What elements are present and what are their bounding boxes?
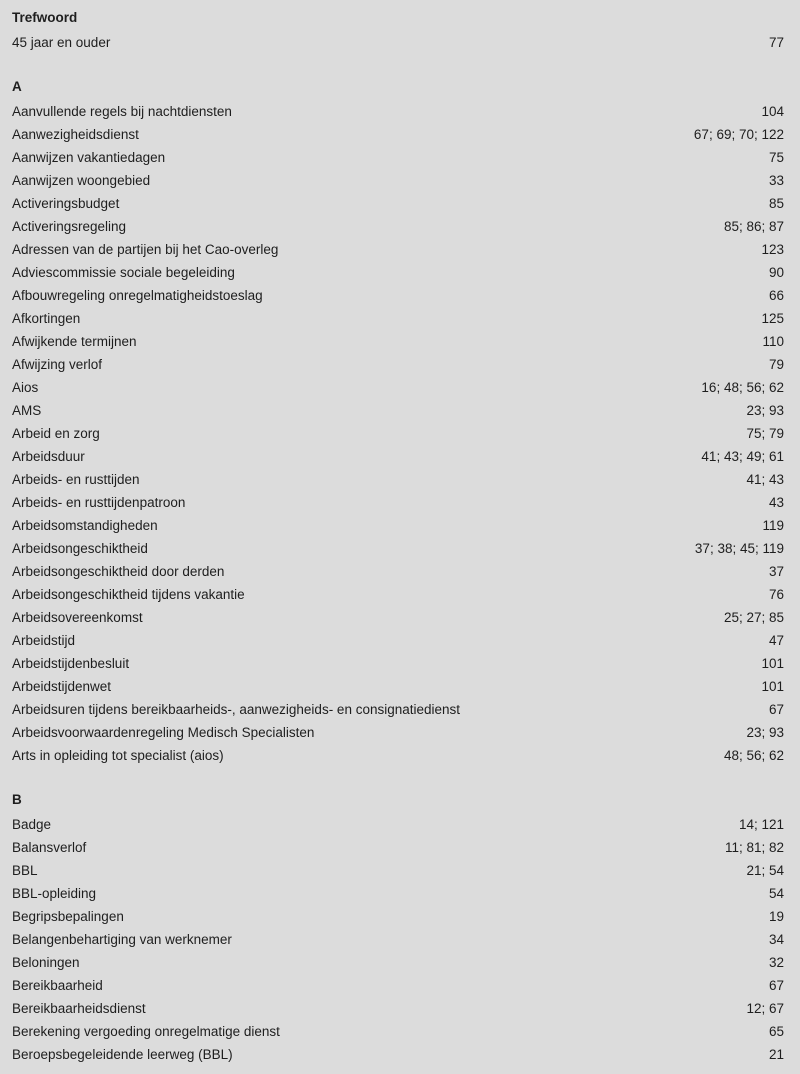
index-section-a: [12, 77, 784, 767]
entry-pages: 41; 43; 49; 61: [701, 449, 784, 464]
entry-pages: 33: [768, 173, 784, 188]
entry-pages: 125: [761, 311, 784, 326]
entry-pages: 101: [761, 679, 784, 694]
index-entry: [12, 813, 784, 836]
entry-pages: 90: [768, 265, 784, 280]
entry-pages: 75; 79: [746, 426, 784, 441]
index-entry: [12, 629, 784, 652]
entry-term: Arbeidsongeschiktheid: [12, 541, 148, 556]
entry-pages: 65: [768, 1024, 784, 1039]
entry-pages: 23; 93: [746, 403, 784, 418]
index-entry: [12, 215, 784, 238]
entry-term: Arbeidsongeschiktheid door derden: [12, 564, 225, 579]
entry-term: Arbeidstijdenwet: [12, 679, 112, 694]
entry-term: AMS: [12, 403, 42, 418]
index-entry: [12, 606, 784, 629]
entry-pages: 21; 54: [746, 863, 784, 878]
entry-pages: 14; 121: [738, 817, 784, 832]
index-entry: [12, 353, 784, 376]
entry-pages: 23; 93: [746, 725, 784, 740]
entry-term: Aanwijzen vakantiedagen: [12, 150, 166, 165]
entry-pages: 54: [768, 886, 784, 901]
index-entry: [12, 468, 784, 491]
index-entry: [12, 330, 784, 353]
entry-term: Arbeidsvoorwaardenregeling Medisch Specialisten: [12, 725, 315, 740]
index-entry: [12, 997, 784, 1020]
entry-term: Arbeidsduur: [12, 449, 85, 464]
index-entry: [12, 721, 784, 744]
index-entry: [12, 560, 784, 583]
entry-term: Arbeidsovereenkomst: [12, 610, 143, 625]
index-entry: [12, 307, 784, 330]
entry-pages: 25; 27; 85: [723, 610, 784, 625]
index-entry: [12, 192, 784, 215]
index-entry: [12, 583, 784, 606]
index-entry: [12, 1020, 784, 1043]
entry-term: Aanvullende regels bij nachtdiensten: [12, 104, 232, 119]
entry-term: BBL: [12, 863, 38, 878]
entry-term: Bereikbaarheid: [12, 978, 103, 993]
section-letter: B: [12, 792, 22, 807]
entry-pages: 76: [768, 587, 784, 602]
entry-pages: 32: [768, 955, 784, 970]
entry-term: Adviescommissie sociale begeleiding: [12, 265, 235, 280]
entry-pages: 19: [768, 909, 784, 924]
entry-pages: 110: [762, 334, 784, 349]
intro-list: [12, 31, 784, 54]
index-entry: [12, 31, 784, 54]
entry-term: Arbeidsuren tijdens bereikbaarheids-, aanwezigheids- en consignatiedienst: [12, 702, 461, 717]
entry-term: Activeringsbudget: [12, 196, 120, 211]
entry-term: Badge: [12, 817, 52, 832]
index-entry: [12, 514, 784, 537]
entry-pages: 119: [762, 518, 784, 533]
entry-term: 45 jaar en ouder: [12, 35, 111, 50]
entry-term: Aanwezigheidsdienst: [12, 127, 139, 142]
entry-pages: 11; 81; 82: [724, 840, 784, 855]
index-entry: [12, 698, 784, 721]
entry-term: Arbeidstijdenbesluit: [12, 656, 130, 671]
entry-term: Beloningen: [12, 955, 80, 970]
entry-term: Aanwijzen woongebied: [12, 173, 151, 188]
index-entry: [12, 905, 784, 928]
entry-term: Adressen van de partijen bij het Cao-overleg: [12, 242, 279, 257]
entry-term: Arbeidsongeschiktheid tijdens vakantie: [12, 587, 245, 602]
entry-pages: 21: [768, 1047, 784, 1062]
entry-pages: 67: [768, 978, 784, 993]
entry-term: Berekening vergoeding onregelmatige dienst: [12, 1024, 280, 1039]
entry-term: Belangenbehartiging van werknemer: [12, 932, 232, 947]
index-entry: [12, 376, 784, 399]
entry-term: BBL-opleiding: [12, 886, 97, 901]
entry-pages: 123: [761, 242, 784, 257]
entry-term: Aios: [12, 380, 39, 395]
entry-term: Afwijkende termijnen: [12, 334, 137, 349]
entry-pages: 41; 43: [746, 472, 784, 487]
index-entry: [12, 146, 784, 169]
entry-term: Arts in opleiding tot specialist (aios): [12, 748, 224, 763]
index-title: Trefwoord: [12, 10, 78, 25]
entry-term: Beroepsbegeleidende leerweg (BBL): [12, 1047, 233, 1062]
entry-term: Arbeids- en rusttijden: [12, 472, 140, 487]
index-entry: [12, 399, 784, 422]
entry-term: Arbeidsomstandigheden: [12, 518, 158, 533]
entry-pages: 101: [761, 656, 784, 671]
index-entry: [12, 238, 784, 261]
index-section-b: [12, 790, 784, 1066]
index-entry: [12, 675, 784, 698]
entry-pages: 47: [768, 633, 784, 648]
index-entry: [12, 1043, 784, 1066]
entry-pages: 37; 38; 45; 119: [694, 541, 784, 556]
index-entry: [12, 491, 784, 514]
index-entry: [12, 882, 784, 905]
section-letter: A: [12, 79, 22, 94]
entry-term: Arbeidstijd: [12, 633, 76, 648]
index-entry: [12, 537, 784, 560]
entry-pages: 66: [768, 288, 784, 303]
index-entry: [12, 284, 784, 307]
index-entry: [12, 652, 784, 675]
index-entry: [12, 928, 784, 951]
index-entry: [12, 836, 784, 859]
index-entry: [12, 974, 784, 997]
entry-pages: 85: [768, 196, 784, 211]
index-entry: [12, 261, 784, 284]
index-entry: [12, 123, 784, 146]
entry-term: Begripsbepalingen: [12, 909, 124, 924]
entry-term: Bereikbaarheidsdienst: [12, 1001, 146, 1016]
index-entry: [12, 744, 784, 767]
index-entry: [12, 445, 784, 468]
entry-pages: 12; 67: [746, 1001, 784, 1016]
entry-term: Afbouwregeling onregelmatigheidstoeslag: [12, 288, 263, 303]
entry-term: Balansverlof: [12, 840, 87, 855]
entry-pages: 104: [761, 104, 784, 119]
entry-pages: 77: [768, 35, 784, 50]
entry-term: Arbeids- en rusttijdenpatroon: [12, 495, 186, 510]
entry-pages: 67: [768, 702, 784, 717]
entry-term: Afkortingen: [12, 311, 81, 326]
entry-pages: 37: [768, 564, 784, 579]
index-entry: [12, 951, 784, 974]
entry-term: Arbeid en zorg: [12, 426, 100, 441]
index-entry: [12, 859, 784, 882]
index-entry: [12, 100, 784, 123]
entry-term: Activeringsregeling: [12, 219, 127, 234]
entry-pages: 67; 69; 70; 122: [693, 127, 784, 142]
entry-pages: 48; 56; 62: [723, 748, 784, 763]
entry-term: Afwijzing verlof: [12, 357, 103, 372]
entry-pages: 43: [768, 495, 784, 510]
entry-pages: 79: [768, 357, 784, 372]
entry-pages: 85; 86; 87: [723, 219, 784, 234]
entry-pages: 34: [768, 932, 784, 947]
index-entry: [12, 169, 784, 192]
index-sections: [12, 77, 784, 1066]
entry-pages: 75: [768, 150, 784, 165]
entry-pages: 16; 48; 56; 62: [701, 380, 784, 395]
index-entry: [12, 422, 784, 445]
